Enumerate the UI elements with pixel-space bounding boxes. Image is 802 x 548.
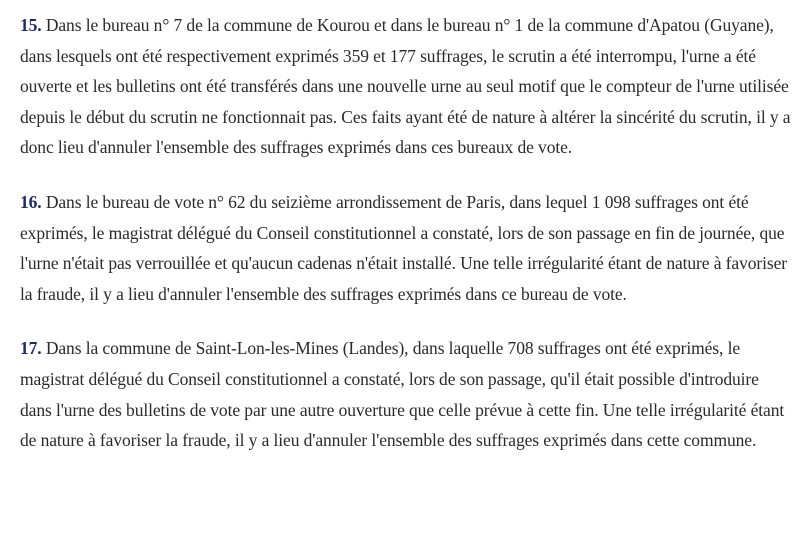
paragraph-16 (20, 187, 792, 309)
paragraph-17 (20, 333, 792, 455)
paragraph-number: 15. (20, 15, 42, 35)
paragraph-text: Dans le bureau n° 7 de la commune de Kourou et dans le bureau n° 1 de la commune d'Apatou (Guyane), dans lesquels ont été respectivement exprimés 359 et 177 suffrages, le scrutin a été interrompu, l'urne a été ouverte et les bulletins ont été transférés dans une nouvelle urne au seul motif que le compteur de l'urne utilisée depuis le début du scrutin ne fonctionnait pas. Ces faits ayant été de nature à altérer la sincérité du scrutin, il y a donc lieu d'annuler l'ensemble des suffrages exprimés dans ces bureaux de vote. (20, 15, 791, 158)
paragraph-number: 17. (20, 338, 42, 359)
paragraph-number: 16. (20, 191, 42, 212)
paragraph-text: Dans la commune de Saint-Lon-les-Mines (Landes), dans laquelle 708 suffrages ont été exprimés, le magistrat délégué du Conseil constitutionnel a constaté, lors de son passage, qu'il était possible d'introduire dans l'urne des bulletins de vote par une autre ouverture que celle prévue à cette fin. Une telle irrégularité étant de nature à favoriser la fraude, il y a lieu d'annuler l'ensemble des suffrages exprimés dans cette commune. (20, 338, 785, 451)
paragraph-text: Dans le bureau de vote n° 62 du seizième arrondissement de Paris, dans lequel 1 098 suffrages ont été exprimés, le magistrat délégué du Conseil constitutionnel a constaté, lors de son passage en fin de journée, que l'urne n'était pas verrouillée et qu'aucun cadenas n'était installé. Une telle irrégularité étant de nature à favoriser la fraude, il y a lieu d'annuler l'ensemble des suffrages exprimés dans ce bureau de vote. (20, 191, 787, 304)
paragraph-15 (20, 10, 792, 163)
